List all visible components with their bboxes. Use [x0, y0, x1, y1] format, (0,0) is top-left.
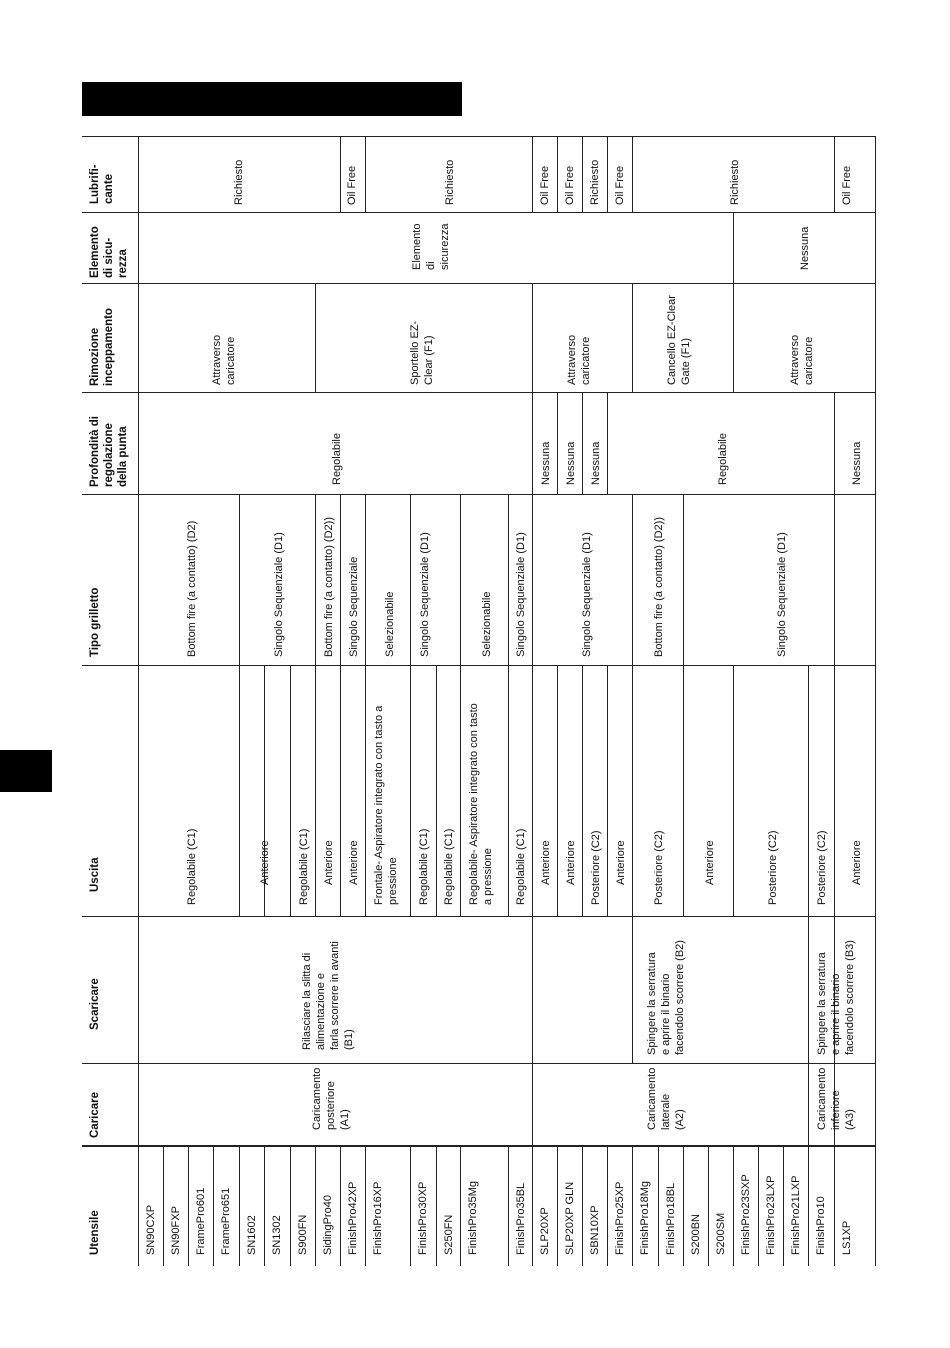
tool-name: FinishPro30XP: [417, 1181, 429, 1255]
cell-border: [557, 1145, 558, 1266]
cell-border: [340, 494, 341, 665]
header-safety: Elemento di sicu- rezza: [89, 226, 129, 278]
cell-border: [834, 392, 835, 494]
exhaust-cell: Regolabile (C1): [418, 828, 430, 905]
cell-border: [138, 212, 875, 213]
tool-name: SLP20XP GLN: [564, 1181, 576, 1255]
tool-name: FinishPro10: [815, 1196, 827, 1255]
cell-border: [436, 665, 437, 916]
exhaust-cell: Posteriore (C2): [590, 830, 602, 905]
cell-border: [733, 1145, 734, 1266]
cell-border: [82, 494, 138, 495]
depth-cell: Nessuna: [565, 441, 577, 485]
header-trigger: Tipo grilletto: [89, 587, 101, 657]
exhaust-cell: Anteriore: [704, 840, 716, 885]
exhaust-cell: Regolabile- Aspiratore integrato con tasto a pressione: [468, 703, 494, 905]
trigger-cell: Singolo Sequenziale (D1): [515, 532, 527, 657]
exhaust-cell: Anteriore: [540, 840, 552, 885]
cell-border: [607, 392, 608, 494]
cell-border: [82, 392, 138, 393]
cell-border: [508, 665, 509, 916]
jam-cell: Attraverso caricatore: [789, 334, 815, 385]
trigger-cell: Selezionabile: [481, 591, 493, 657]
cell-border: [632, 283, 633, 392]
jam-cell: Attraverso caricatore: [566, 334, 592, 385]
cell-border: [460, 494, 461, 665]
cell-border: [557, 136, 558, 212]
cell-border: [532, 665, 533, 916]
cell-border: [82, 916, 138, 917]
cell-border: [213, 1145, 214, 1266]
cell-border: [264, 1145, 265, 1266]
cell-border: [532, 283, 533, 392]
exhaust-cell: Frontale- Aspiratore integrato con tasto a pressione: [373, 705, 399, 905]
depth-cell: Regolabile: [331, 433, 343, 485]
cell-border: [436, 1145, 437, 1266]
cell-border: [460, 1145, 461, 1266]
tool-name: FinishPro23LXP: [765, 1175, 777, 1255]
cell-border: [138, 1145, 139, 1266]
cell-border: [607, 136, 608, 212]
tool-name: FinishPro35Mg: [467, 1181, 479, 1255]
tool-name: S250FN: [443, 1214, 455, 1255]
cell-border: [532, 1063, 533, 1145]
section-header-bar: [82, 82, 462, 116]
exhaust-cell: Anteriore: [615, 840, 627, 885]
tool-name: SN1602: [246, 1215, 258, 1255]
tool-name: SN90FXP: [170, 1206, 182, 1255]
tool-name: FinishPro16XP: [372, 1181, 384, 1255]
cell-border: [239, 665, 240, 916]
cell-border: [532, 916, 533, 1063]
tool-name: FinishPro23SXP: [740, 1174, 752, 1255]
cell-border: [315, 494, 316, 665]
cell-border: [290, 665, 291, 916]
exhaust-cell: Anteriore: [565, 840, 577, 885]
cell-border: [875, 136, 876, 1266]
trigger-cell: Bottom fire (a contatto) (D2)): [653, 517, 665, 657]
exhaust-cell: Posteriore (C2): [816, 830, 828, 905]
cell-border: [632, 916, 633, 1063]
tool-name: FinishPro25XP: [614, 1181, 626, 1255]
tool-name: FramePro651: [220, 1187, 232, 1255]
trigger-cell: Singolo Sequenziale: [348, 556, 360, 657]
cell-border: [683, 1145, 684, 1266]
exhaust-cell: Regolabile (C1): [186, 828, 198, 905]
tool-name: SBN10XP: [589, 1205, 601, 1255]
header-exhaust: Uscita: [89, 857, 101, 892]
cell-border: [340, 1145, 341, 1266]
cell-border: [508, 494, 509, 665]
jam-cell: Cancello EZ-Clear Gate (F1): [666, 295, 692, 385]
cell-border: [410, 665, 411, 916]
cell-border: [82, 283, 138, 284]
cell-border: [683, 494, 684, 665]
tool-name: SN1302: [271, 1215, 283, 1255]
cell-border: [138, 494, 875, 495]
trigger-cell: Bottom fire (a contatto) (D2)): [323, 517, 335, 657]
depth-cell: Nessuna: [540, 441, 552, 485]
cell-border: [82, 212, 138, 213]
cell-border: [582, 136, 583, 212]
trigger-cell: Singolo Sequenziale (D1): [776, 532, 788, 657]
tool-name: S900FN: [297, 1214, 309, 1255]
cell-border: [163, 1145, 164, 1266]
lube-cell: Richiesto: [729, 159, 741, 205]
cell-border: [808, 1063, 809, 1145]
cell-border: [532, 136, 533, 212]
cell-border: [460, 665, 461, 916]
tool-name: FinishPro21LXP: [790, 1175, 802, 1255]
depth-cell: Nessuna: [851, 441, 863, 485]
lube-cell: Oil Free: [841, 165, 853, 205]
cell-border: [315, 283, 316, 392]
exhaust-cell: Posteriore (C2): [653, 830, 665, 905]
safety-cell: Elemento di sicurezza: [411, 223, 451, 270]
cell-border: [138, 916, 875, 917]
cell-border: [410, 494, 411, 665]
cell-border: [834, 1145, 835, 1266]
exhaust-cell: Regolabile (C1): [298, 828, 310, 905]
cell-border: [582, 1145, 583, 1266]
depth-cell: Nessuna: [590, 441, 602, 485]
cell-border: [290, 1145, 291, 1266]
tool-name: FinishPro18Mg: [639, 1181, 651, 1255]
cell-border: [508, 1145, 509, 1266]
cell-border: [340, 136, 341, 212]
tool-name: LS1XP: [841, 1220, 853, 1255]
load-bottom: Caricamento inferiore (A3): [816, 1067, 856, 1130]
cell-border: [138, 136, 139, 1266]
cell-border: [733, 283, 734, 392]
tool-name: SN90CXP: [145, 1204, 157, 1255]
depth-cell: Regolabile: [717, 433, 729, 485]
trigger-cell: Selezionabile: [384, 591, 396, 657]
cell-border: [808, 665, 809, 916]
cell-border: [582, 665, 583, 916]
cell-border: [632, 136, 633, 212]
header-depth: Profondità di regolazione della punta: [89, 416, 129, 487]
cell-border: [532, 392, 533, 494]
chapter-tab: [0, 750, 52, 792]
cell-border: [557, 665, 558, 916]
cell-border: [138, 392, 875, 393]
cell-border: [758, 1145, 759, 1266]
tool-name: S200BN: [690, 1214, 702, 1255]
load-rear: Caricamento posteriore (A1): [311, 1067, 351, 1130]
cell-border: [138, 665, 875, 666]
cell-border: [365, 1145, 366, 1266]
jam-cell: Attraverso caricatore: [211, 334, 237, 385]
cell-border: [607, 1145, 608, 1266]
cell-border: [82, 1063, 138, 1064]
cell-border: [340, 665, 341, 916]
lube-cell: Richiesto: [444, 159, 456, 205]
cell-border: [82, 136, 875, 137]
cell-border: [683, 665, 684, 916]
unload-b1: Rilasciare la slitta di alimentazione e farla scorrere in avanti (B1): [301, 941, 355, 1050]
trigger-cell: Singolo Sequenziale (D1): [581, 532, 593, 657]
cell-border: [315, 665, 316, 916]
header-jam: Rimozione inceppamento: [89, 308, 115, 386]
cell-border: [532, 494, 533, 665]
cell-border: [708, 1145, 709, 1266]
cell-border: [632, 665, 633, 916]
cell-border: [783, 1145, 784, 1266]
cell-border: [808, 916, 809, 1063]
cell-border: [632, 1145, 633, 1266]
header-load: Caricare: [89, 1091, 101, 1138]
cell-border: [239, 1145, 240, 1266]
unload-b2: Spingere la serratura e aprire il binario facendolo scorrere (B2): [646, 940, 686, 1055]
exhaust-cell: Regolabile (C1): [443, 828, 455, 905]
cell-border: [410, 1145, 411, 1266]
cell-border: [808, 1145, 809, 1266]
tool-name: SidingPro40: [322, 1195, 334, 1255]
cell-border: [365, 494, 366, 665]
cell-border: [365, 665, 366, 916]
lube-cell: Richiesto: [589, 159, 601, 205]
load-side: Caricamento laterale (A2): [646, 1067, 686, 1130]
cell-border: [834, 494, 835, 665]
lube-cell: Oil Free: [346, 165, 358, 205]
trigger-cell: Singolo Sequenziale (D1): [273, 532, 285, 657]
cell-border: [239, 494, 240, 665]
header-unload: Scaricare: [89, 978, 101, 1030]
lube-cell: Richiesto: [233, 159, 245, 205]
tool-name: FinishPro42XP: [347, 1181, 359, 1255]
trigger-cell: Bottom fire (a contatto) (D2): [186, 520, 198, 657]
exhaust-cell: Posteriore (C2): [767, 830, 779, 905]
cell-border: [834, 665, 835, 916]
cell-border: [532, 1145, 533, 1266]
tool-name: FinishPro35BL: [515, 1182, 527, 1255]
exhaust-cell: Regolabile (C1): [515, 828, 527, 905]
lube-cell: Oil Free: [614, 165, 626, 205]
header-body-separator: [82, 1145, 875, 1147]
trigger-cell: Singolo Sequenziale (D1): [419, 532, 431, 657]
cell-border: [582, 392, 583, 494]
cell-border: [733, 212, 734, 283]
lube-cell: Oil Free: [564, 165, 576, 205]
tool-name: S200SM: [715, 1212, 727, 1255]
tool-name: FramePro601: [195, 1187, 207, 1255]
tool-name: FinishPro18BL: [665, 1182, 677, 1255]
cell-border: [82, 665, 138, 666]
cell-border: [365, 136, 366, 212]
exhaust-cell: Anteriore: [259, 840, 271, 885]
cell-border: [607, 665, 608, 916]
cell-border: [138, 283, 875, 284]
cell-border: [632, 494, 633, 665]
cell-border: [138, 1063, 875, 1064]
lube-cell: Oil Free: [539, 165, 551, 205]
cell-border: [557, 392, 558, 494]
header-lube: Lubrifi- cante: [89, 164, 115, 204]
exhaust-cell: Anteriore: [348, 840, 360, 885]
safety-cell: Nessuna: [799, 226, 811, 270]
cell-border: [834, 136, 835, 212]
jam-cell: Sportello EZ- Clear (F1): [409, 320, 435, 385]
header-tool: Utensile: [89, 1210, 101, 1255]
exhaust-cell: Anteriore: [851, 840, 863, 885]
tool-spec-table: [82, 136, 875, 1266]
cell-border: [188, 1145, 189, 1266]
cell-border: [658, 1145, 659, 1266]
unload-b3: Spingere la serratura e aprire il binario facendolo scorrere (B3): [816, 940, 856, 1055]
cell-border: [733, 665, 734, 916]
cell-border: [315, 1145, 316, 1266]
tool-name: SLP20XP: [539, 1207, 551, 1255]
exhaust-cell: Anteriore: [323, 840, 335, 885]
